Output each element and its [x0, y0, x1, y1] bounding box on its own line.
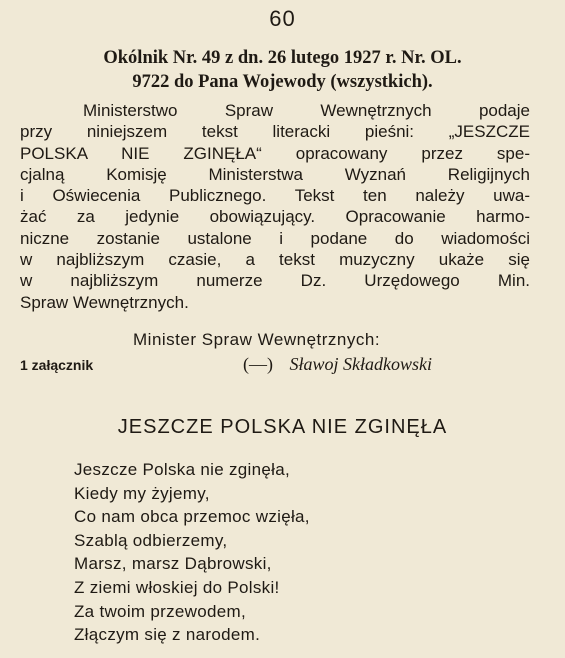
body-line: w najbliższym numerze Dz. Urzędowego Min. [20, 271, 530, 291]
poem-line: Za twoim przewodem, [74, 601, 246, 621]
body-line: POLSKA NIE ZGINĘŁA“ opracowany przez spe- [20, 143, 530, 163]
body-line: Spraw Wewnętrznych. [20, 292, 189, 312]
poem-title: JESZCZE POLSKA NIE ZGINĘŁA [117, 416, 448, 438]
poem-line: Kiedy my żyjemy, [74, 483, 210, 503]
body-paragraph [20, 100, 530, 313]
signatory-title: Minister Spraw Wewnętrznych: [133, 330, 381, 349]
attachment-note: 1 załącznik [20, 357, 94, 373]
signature [243, 354, 432, 375]
body-line: w najbliższym czasie, a tekst muzyczny ukaże się [20, 250, 530, 270]
circular-heading [20, 46, 545, 94]
poem-line: Z ziemi włoskiej do Polski! [74, 577, 280, 597]
signature-dash: (—) [243, 354, 273, 374]
body-line: niczne zostanie ustalone i podane do wiadomości [20, 228, 530, 248]
poem [74, 458, 310, 647]
body-line: żać za jedynie obowiązujący. Opracowanie harmo- [20, 207, 530, 227]
heading-line-2: 9722 do Pana Wojewody (wszystkich). [132, 72, 433, 92]
poem-line: Szablą odbierzemy, [74, 530, 228, 550]
poem-line: Co nam obca przemoc wzięła, [74, 507, 310, 527]
body-line: Ministerstwo Spraw Wewnętrznych podaje [83, 101, 530, 120]
page-number: 60 [269, 6, 296, 31]
body-line: i Oświecenia Publicznego. Tekst ten należy uwa- [20, 186, 530, 206]
signature-name: Sławoj Składkowski [289, 354, 432, 374]
poem-line: Jeszcze Polska nie zginęła, [74, 460, 290, 479]
poem-line: Złączym się z narodem. [74, 625, 261, 645]
body-line: cjalną Komisję Ministerstwa Wyznań Religijnych [20, 164, 530, 184]
body-line: przy niniejszem tekst literacki pieśni: „JESZCZE [20, 122, 530, 142]
poem-line: Marsz, marsz Dąbrowski, [74, 554, 272, 574]
heading-line-1: Okólnik Nr. 49 z dn. 26 lutego 1927 r. Nr. OL. [103, 48, 462, 68]
